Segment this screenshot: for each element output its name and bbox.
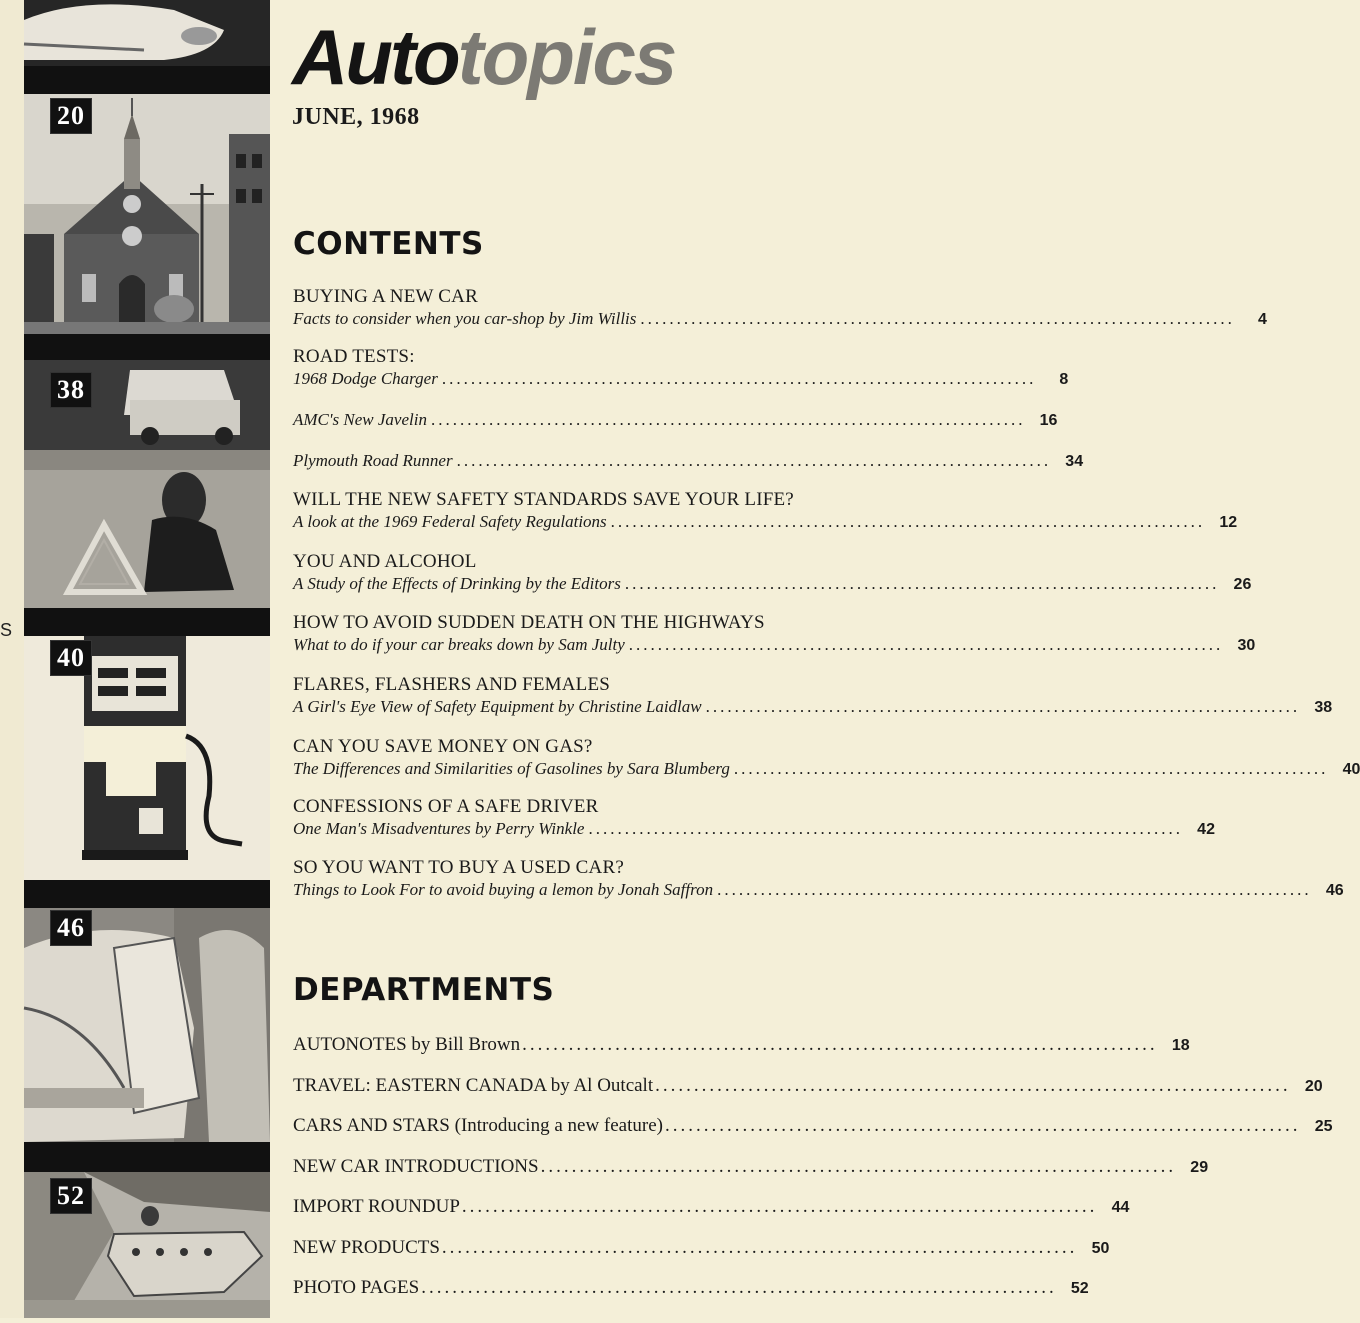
entry-title: BUYING A NEW CAR — [293, 286, 478, 307]
departments-heading: DEPARTMENTS — [293, 972, 555, 1008]
gutter-mark: S — [0, 620, 13, 640]
department-entry — [293, 1237, 1110, 1259]
department-label: CARS AND STARS (Introducing a new feature) — [293, 1115, 663, 1136]
entry-description: Things to Look For to avoid buying a lemon by Jonah Saffron — [293, 880, 714, 899]
entry-title: FLARES, FLASHERS AND FEMALES — [293, 674, 611, 695]
page-badge: 46 — [50, 910, 92, 946]
page-number: 50 — [1091, 1240, 1110, 1257]
page-badge: 20 — [50, 98, 92, 134]
dot-leader: .................................................................................. — [540, 1156, 1177, 1177]
entry-description: What to do if your car breaks down by Sam Julty — [293, 635, 625, 654]
page-number: 40 — [1342, 761, 1360, 778]
entry-description: The Differences and Similarities of Gasolines by Sara Blumberg — [293, 759, 730, 778]
contents-entry — [293, 286, 1267, 331]
dot-leader: .................................................................................. — [640, 309, 1235, 328]
dot-leader: .................................................................................. — [628, 635, 1224, 654]
page-number: 26 — [1233, 576, 1252, 593]
page-badge: 38 — [50, 372, 92, 408]
page-number: 18 — [1171, 1037, 1190, 1054]
page-number: 42 — [1197, 821, 1215, 838]
page-badge: 40 — [50, 640, 92, 676]
dot-leader: .................................................................................. — [588, 819, 1183, 838]
logo-topics: topics — [457, 13, 676, 101]
entry-description: Plymouth Road Runner — [293, 451, 453, 470]
page-number: 34 — [1065, 453, 1084, 470]
entry-title: WILL THE NEW SAFETY STANDARDS SAVE YOUR LIFE? — [293, 489, 794, 510]
dot-leader: .................................................................................. — [705, 697, 1301, 716]
contents-entry — [293, 409, 1058, 432]
contents-entry — [293, 796, 1215, 841]
page-number: 38 — [1314, 699, 1333, 716]
page-number: 52 — [1070, 1280, 1089, 1297]
car-tail-photo — [24, 0, 270, 66]
contents-entry — [293, 736, 1360, 781]
dot-leader: .................................................................................. — [522, 1034, 1158, 1055]
department-entry — [293, 1277, 1089, 1299]
entry-description: 1968 Dodge Charger — [293, 369, 438, 388]
contents-entry — [293, 674, 1333, 719]
contents-heading: CONTENTS — [293, 226, 484, 262]
entry-title: CONFESSIONS OF A SAFE DRIVER — [293, 796, 599, 817]
department-label: TRAVEL: EASTERN CANADA by Al Outcalt — [293, 1075, 654, 1096]
page-badge: 52 — [50, 1178, 92, 1214]
entry-description: A Study of the Effects of Drinking by the Editors — [293, 574, 621, 593]
dot-leader: .................................................................................. — [461, 1196, 1098, 1217]
dot-leader: .................................................................................. — [624, 574, 1220, 593]
dot-leader: .................................................................................. — [456, 451, 1052, 470]
dot-leader: .................................................................................. — [655, 1075, 1291, 1096]
entry-title: SO YOU WANT TO BUY A USED CAR? — [293, 857, 624, 878]
page-number: 16 — [1039, 412, 1058, 429]
page-number: 25 — [1314, 1118, 1333, 1135]
entry-title: ROAD TESTS: — [293, 346, 415, 367]
contents-entry — [293, 612, 1256, 657]
logo-auto: Auto — [292, 13, 458, 101]
entry-description: AMC's New Javelin — [293, 410, 427, 429]
masthead-logo — [292, 12, 675, 103]
page-number: 44 — [1111, 1199, 1130, 1216]
dot-leader: .................................................................................. — [664, 1115, 1301, 1136]
department-entry — [293, 1115, 1333, 1137]
department-label: IMPORT ROUNDUP — [293, 1196, 460, 1217]
page-number: 29 — [1190, 1159, 1209, 1176]
department-label: NEW PRODUCTS — [293, 1237, 440, 1258]
department-entry — [293, 1034, 1190, 1056]
department-entry — [293, 1075, 1323, 1097]
entry-description: One Man's Misadventures by Perry Winkle — [293, 819, 585, 838]
page-gutter — [0, 0, 24, 1318]
dot-leader: .................................................................................. — [430, 410, 1026, 429]
page-number: 4 — [1257, 311, 1267, 328]
photo-strip — [24, 0, 270, 1318]
department-entry — [293, 1196, 1130, 1218]
department-label: PHOTO PAGES — [293, 1277, 420, 1298]
dot-leader: .................................................................................. — [441, 1237, 1078, 1258]
contents-entry — [293, 551, 1252, 596]
page-number: 46 — [1325, 882, 1344, 899]
contents-entry — [293, 489, 1238, 534]
entry-description: A look at the 1969 Federal Safety Regulations — [293, 512, 607, 531]
contents-entry — [293, 346, 1069, 391]
page-number: 20 — [1304, 1078, 1323, 1095]
page-number: 30 — [1237, 637, 1256, 654]
entry-title: HOW TO AVOID SUDDEN DEATH ON THE HIGHWAYS — [293, 612, 765, 633]
page-number: 12 — [1219, 514, 1238, 531]
dot-leader: .................................................................................. — [733, 759, 1329, 778]
entry-description: A Girl's Eye View of Safety Equipment by Christine Laidlaw — [293, 697, 702, 716]
contents-entry — [293, 857, 1344, 902]
entry-title: YOU AND ALCOHOL — [293, 551, 477, 572]
entry-title: CAN YOU SAVE MONEY ON GAS? — [293, 736, 593, 757]
page-number: 8 — [1059, 371, 1069, 388]
contents-entry — [293, 450, 1084, 473]
issue-date: JUNE, 1968 — [292, 104, 420, 130]
department-entry — [293, 1156, 1209, 1178]
dot-leader: .................................................................................. — [610, 512, 1206, 531]
department-label: NEW CAR INTRODUCTIONS — [293, 1156, 539, 1177]
dot-leader: .................................................................................. — [441, 369, 1037, 388]
entry-description: Facts to consider when you car-shop by Jim Willis — [293, 309, 637, 328]
department-label: AUTONOTES by Bill Brown — [293, 1034, 521, 1055]
dot-leader: .................................................................................. — [421, 1277, 1057, 1298]
dot-leader: .................................................................................. — [717, 880, 1312, 899]
